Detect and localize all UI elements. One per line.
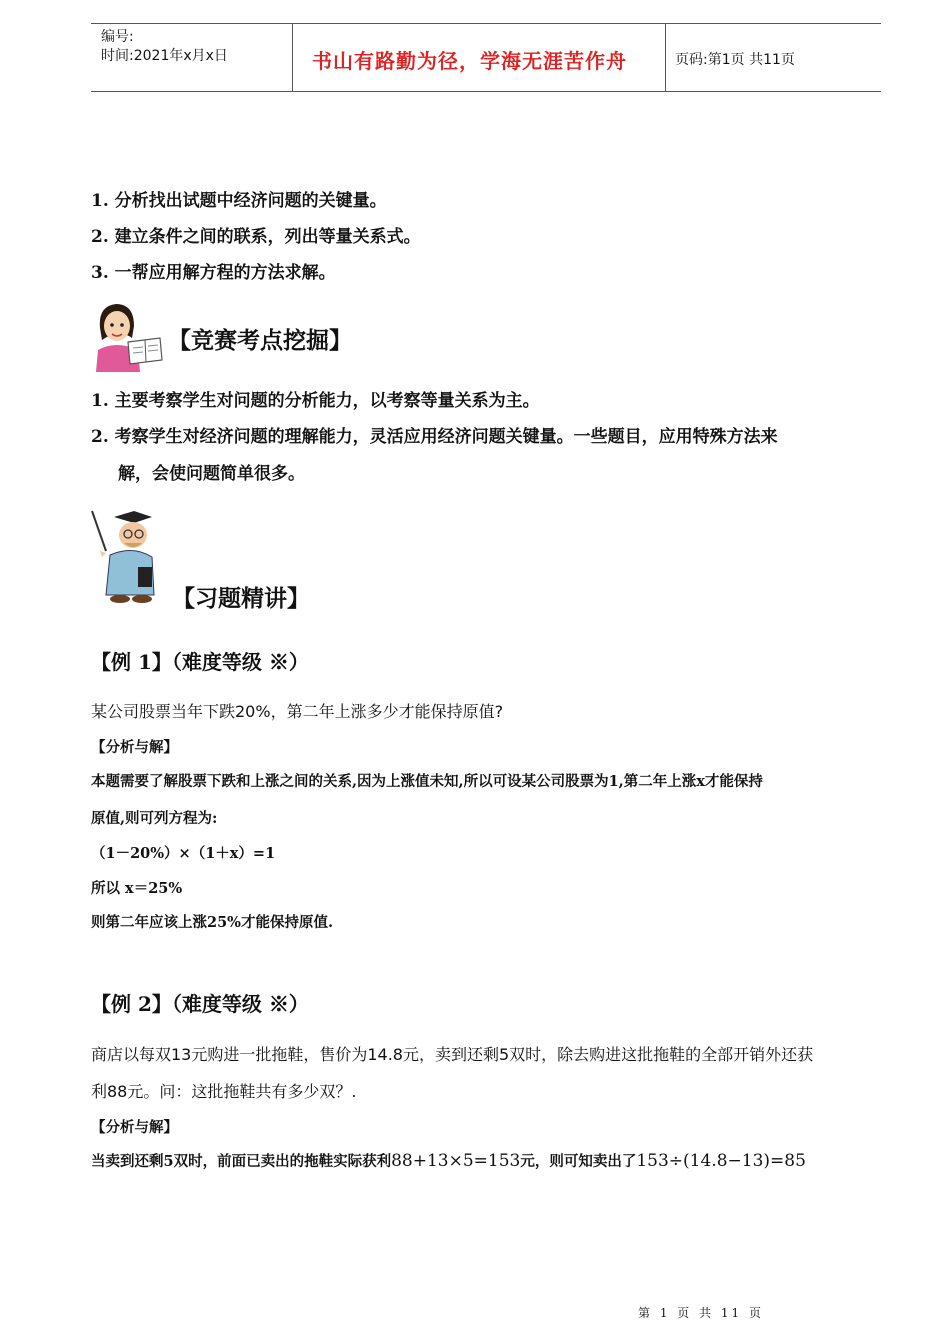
example-question: 某公司股票当年下跌20%，第二年上涨多少才能保持原值? [91, 702, 504, 721]
example-question: 利88元。问：这批拖鞋共有多少双？. [91, 1082, 357, 1101]
analysis-line: 则第二年应该上涨25%才能保持原值. [91, 914, 334, 931]
step-item: 2. 建立条件之间的联系，列出等量关系式。 [91, 227, 421, 247]
number-label: 编号: [101, 29, 134, 45]
girl-reading-icon [88, 298, 166, 372]
page-footer: 第 1 页 共 11 页 [638, 1306, 764, 1320]
example-title: 【例 2】（难度等级 ※） [91, 992, 309, 1016]
header-motto: 书山有路勤为径，学海无涯苦作舟 [312, 49, 627, 73]
analysis-line: 所以 x＝25% [91, 880, 183, 897]
section-title: 【习题精讲】 [172, 585, 310, 612]
point-item: 解，会使问题简单很多。 [118, 464, 305, 484]
example-question: 商店以每双13元购进一批拖鞋，售价为14.8元，卖到还剩5双时，除去购进这批拖鞋的全部开销外还获 [91, 1045, 814, 1064]
answer-text: 当卖到还剩5双时，前面已卖出的拖鞋实际获利 [91, 1153, 392, 1170]
math-expression: 88+13×5=153 [391, 1151, 521, 1171]
answer-line [91, 1150, 806, 1171]
analysis-line: 本题需要了解股票下跌和上涨之间的关系,因为上涨值未知,所以可设某公司股票为1,第二年上涨x才能保持 [91, 773, 763, 790]
point-item: 2. 考察学生对经济问题的理解能力，灵活应用经济问题关键量。一些题目，应用特殊方法来 [91, 427, 778, 447]
example-title: 【例 1】（难度等级 ※） [91, 650, 309, 674]
step-item: 3. 一帮应用解方程的方法求解。 [91, 263, 336, 283]
header-page-info: 页码:第1页 共11页 [675, 52, 795, 68]
analysis-title: 【分析与解】 [91, 1119, 178, 1136]
analysis-title: 【分析与解】 [91, 739, 178, 756]
header-divider [665, 24, 666, 91]
section-title: 【竞赛考点挖掘】 [168, 327, 352, 354]
step-item: 1. 分析找出试题中经济问题的关键量。 [91, 191, 387, 211]
answer-text: 元，则可知卖出了 [520, 1153, 637, 1170]
equation-line: （1－20%）×（1＋x）=1 [91, 845, 276, 862]
point-item: 1. 主要考察学生对问题的分析能力，以考察等量关系为主。 [91, 391, 540, 411]
math-expression: 153÷(14.8−13)=85 [636, 1151, 806, 1171]
header-meta [101, 28, 228, 66]
header-divider [292, 24, 293, 91]
analysis-line: 原值,则可列方程为: [91, 810, 218, 827]
time-label: 时间:2021年x月x日 [101, 48, 228, 64]
teacher-pointer-icon [88, 505, 160, 603]
page-header [91, 23, 881, 92]
